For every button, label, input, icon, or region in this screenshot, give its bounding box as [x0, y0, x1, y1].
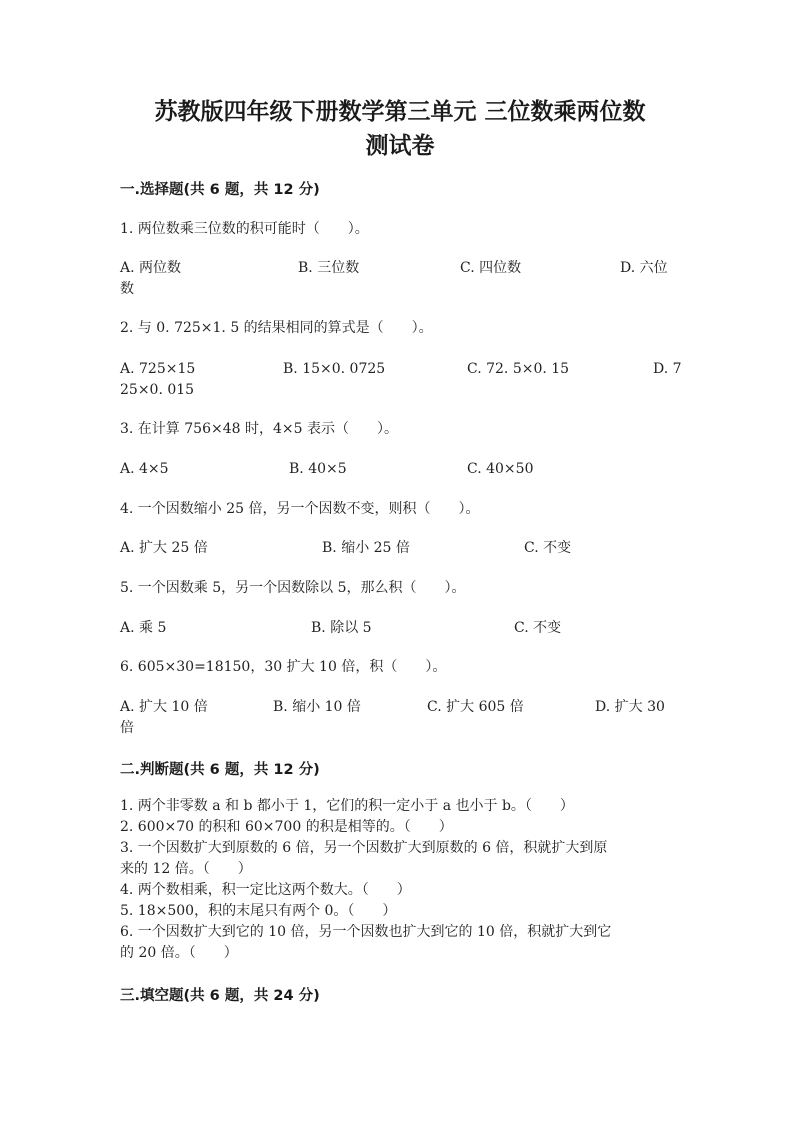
list-item: 1. 两个非零数 a 和 b 都小于 1，它们的积一定小于 a 也小于 b。（ ）	[120, 798, 574, 814]
question-stem: 6. 605×30=18150，30 扩大 10 倍，积（ ）。	[120, 659, 447, 675]
option-a: A. 乘 5	[120, 620, 167, 636]
option-d: D. 7	[653, 361, 682, 377]
option-b: B. 15×0. 0725	[283, 361, 386, 377]
option-d-wrap: 数	[120, 281, 134, 297]
option-d-wrap: 倍	[120, 720, 134, 736]
option-b: B. 缩小 10 倍	[273, 699, 361, 715]
list-item: 3. 一个因数扩大到原数的 6 倍，另一个因数扩大到原数的 6 倍，积就扩大到原	[120, 840, 608, 856]
option-b: B. 除以 5	[311, 620, 372, 636]
list-item: 来的 12 倍。（ ）	[120, 861, 252, 877]
list-item: 6. 一个因数扩大到它的 10 倍，另一个因数也扩大到它的 10 倍，积就扩大到它	[120, 924, 612, 940]
option-c: C. 72. 5×0. 15	[467, 361, 570, 377]
option-b: B. 三位数	[298, 260, 360, 276]
list-item: 4. 两个数相乘，积一定比这两个数大。（ ）	[120, 882, 411, 898]
option-d: D. 扩大 30	[595, 699, 665, 715]
option-a: A. 扩大 25 倍	[120, 540, 208, 556]
section-heading-true-false: 二.判断题(共 6 题，共 12 分)	[120, 762, 320, 778]
question-stem: 1. 两位数乘三位数的积可能时（ ）。	[120, 221, 369, 237]
option-b: B. 缩小 25 倍	[322, 540, 410, 556]
option-c: C. 不变	[514, 620, 562, 636]
option-c: C. 40×50	[467, 461, 534, 477]
option-c: C. 扩大 605 倍	[427, 699, 524, 715]
option-b: B. 40×5	[289, 461, 347, 477]
question-stem: 3. 在计算 756×48 时，4×5 表示（ ）。	[120, 421, 398, 437]
option-d-wrap: 25×0. 015	[120, 382, 195, 398]
document-title-line-2: 测试卷	[365, 133, 435, 159]
section-heading-multiple-choice: 一.选择题(共 6 题，共 12 分)	[120, 182, 320, 198]
option-a: A. 两位数	[120, 260, 182, 276]
question-stem: 4. 一个因数缩小 25 倍，另一个因数不变，则积（ ）。	[120, 501, 480, 517]
section-heading-fill-in: 三.填空题(共 6 题，共 24 分)	[120, 988, 320, 1004]
option-a: A. 4×5	[120, 461, 169, 477]
list-item: 5. 18×500，积的末尾只有两个 0。（ ）	[120, 903, 397, 919]
option-c: C. 不变	[524, 540, 572, 556]
document-title-line-1: 苏教版四年级下册数学第三单元 三位数乘两位数	[154, 99, 646, 125]
question-stem: 2. 与 0. 725×1. 5 的结果相同的算式是（ ）。	[120, 320, 433, 336]
option-c: C. 四位数	[460, 260, 522, 276]
option-d: D. 六位	[620, 260, 668, 276]
option-a: A. 725×15	[120, 361, 196, 377]
list-item: 2. 600×70 的积和 60×700 的积是相等的。（ ）	[120, 819, 453, 835]
option-a: A. 扩大 10 倍	[120, 699, 208, 715]
true-false-list	[120, 796, 680, 964]
question-stem: 5. 一个因数乘 5，另一个因数除以 5，那么积（ ）。	[120, 580, 466, 596]
list-item: 的 20 倍。（ ）	[120, 945, 238, 961]
